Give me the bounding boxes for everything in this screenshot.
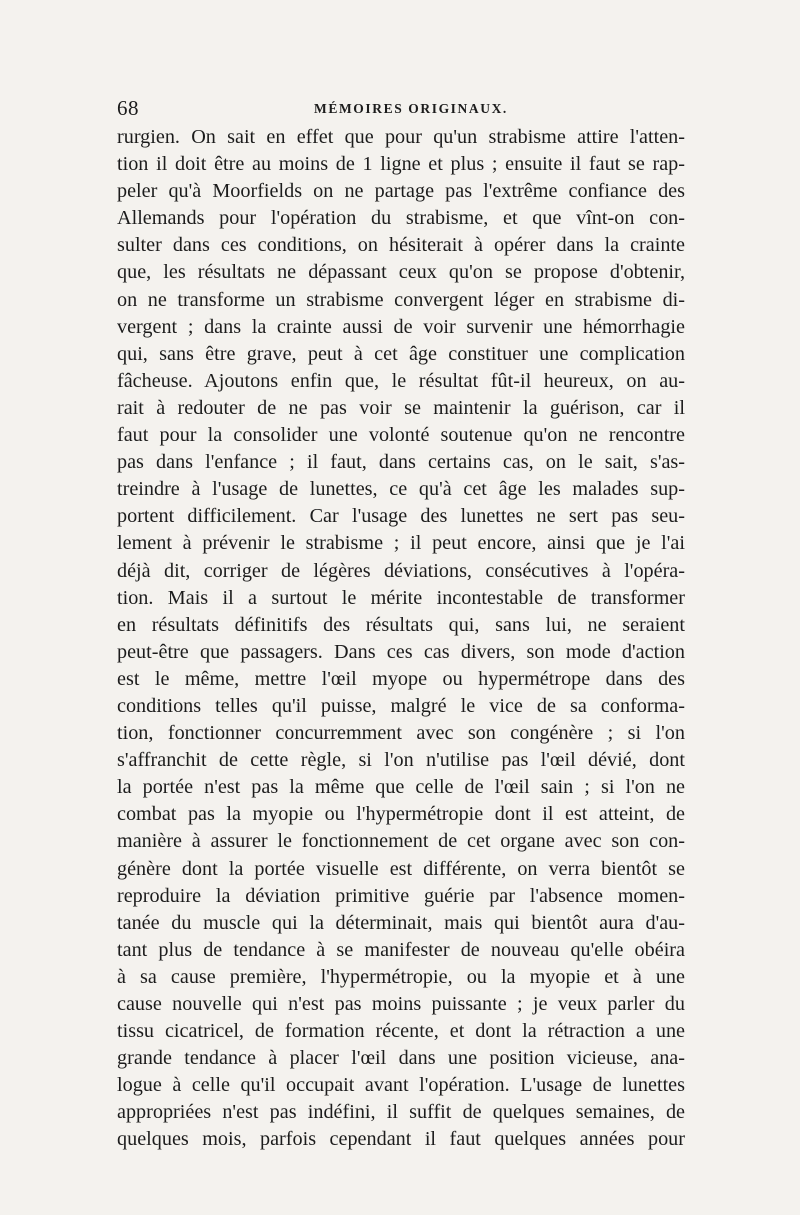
- text-line: faut pour la consolider une volonté soutenue qu'on ne rencontre: [117, 424, 685, 447]
- text-line: pas dans l'enfance ; il faut, dans certains cas, on le sait, s'as-: [117, 451, 685, 474]
- text-line: lement à prévenir le strabisme ; il peut encore, ainsi que je l'ai: [117, 532, 685, 555]
- text-line: tion. Mais il a surtout le mérite incontestable de transformer: [117, 586, 685, 609]
- text-line: tion il doit être au moins de 1 ligne et plus ; ensuite il faut se rap-: [117, 153, 685, 176]
- text-line: Allemands pour l'opération du strabisme, et que vînt-on con-: [117, 207, 685, 230]
- text-line: est le même, mettre l'œil myope ou hypermétrope dans des: [117, 667, 685, 690]
- text-line: que, les résultats ne dépassant ceux qu'on se propose d'obtenir,: [117, 261, 685, 284]
- text-line: s'affranchit de cette règle, si l'on n'utilise pas l'œil dévié, dont: [117, 749, 685, 772]
- text-line: déjà dit, corriger de légères déviations, consécutives à l'opéra-: [117, 559, 685, 582]
- text-line: manière à assurer le fonctionnement de cet organe avec son con-: [117, 830, 685, 853]
- text-line: tissu cicatricel, de formation récente, et dont la rétraction a une: [117, 1020, 685, 1043]
- text-line: tanée du muscle qui la déterminait, mais qui bientôt aura d'au-: [117, 911, 685, 934]
- text-line: à sa cause première, l'hypermétropie, ou la myopie et à une: [117, 965, 685, 988]
- text-line: la portée n'est pas la même que celle de l'œil sain ; si l'on ne: [117, 776, 685, 799]
- text-line: treindre à l'usage de lunettes, ce qu'à cet âge les malades sup-: [117, 478, 685, 501]
- text-line: rurgien. On sait en effet que pour qu'un strabisme attire l'atten-: [117, 126, 685, 148]
- text-line: fâcheuse. Ajoutons enfin que, le résultat fût-il heureux, on au-: [117, 369, 685, 392]
- text-line: logue à celle qu'il occupait avant l'opération. L'usage de lunettes: [117, 1074, 685, 1097]
- text-line: tant plus de tendance à se manifester de nouveau qu'elle obéira: [117, 938, 685, 961]
- text-line: quelques mois, parfois cependant il faut quelques années pour: [117, 1128, 685, 1151]
- text-line: sulter dans ces conditions, on hésiterait à opérer dans la crainte: [117, 234, 685, 257]
- text-line: on ne transforme un strabisme convergent léger en strabisme di-: [117, 288, 685, 311]
- text-line: combat pas la myopie ou l'hypermétropie dont il est atteint, de: [117, 803, 685, 826]
- text-line: portent difficilement. Car l'usage des lunettes ne sert pas seu-: [117, 505, 685, 528]
- text-line: peler qu'à Moorfields on ne partage pas l'extrême confiance des: [117, 180, 685, 203]
- text-line: cause nouvelle qui n'est pas moins puissante ; je veux parler du: [117, 993, 685, 1015]
- text-line: grande tendance à placer l'œil dans une position vicieuse, ana-: [117, 1047, 685, 1070]
- text-line: peut-être que passagers. Dans ces cas divers, son mode d'action: [117, 640, 685, 663]
- text-line: tion, fonctionner concurremment avec son congénère ; si l'on: [117, 722, 685, 745]
- text-line: vergent ; dans la crainte aussi de voir survenir une hémorrhagie: [117, 315, 685, 338]
- running-title: MÉMOIRES ORIGINAUX.: [314, 101, 508, 116]
- text-line: en résultats définitifs des résultats qui, sans lui, ne seraient: [117, 613, 685, 636]
- text-line: appropriées n'est pas indéfini, il suffit de quelques semaines, de: [117, 1101, 685, 1124]
- text-line: conditions telles qu'il puisse, malgré le vice de sa conforma-: [117, 694, 685, 717]
- text-line: rait à redouter de ne pas voir se maintenir la guérison, car il: [117, 396, 685, 419]
- page-header: [117, 96, 685, 126]
- text-line: qui, sans être grave, peut à cet âge constituer une complication: [117, 342, 685, 365]
- page-number: 68: [117, 96, 139, 120]
- text-line: reproduire la déviation primitive guérie par l'absence momen-: [117, 884, 685, 907]
- text-line: génère dont la portée visuelle est différente, on verra bientôt se: [117, 857, 685, 880]
- body-text: [117, 124, 685, 1154]
